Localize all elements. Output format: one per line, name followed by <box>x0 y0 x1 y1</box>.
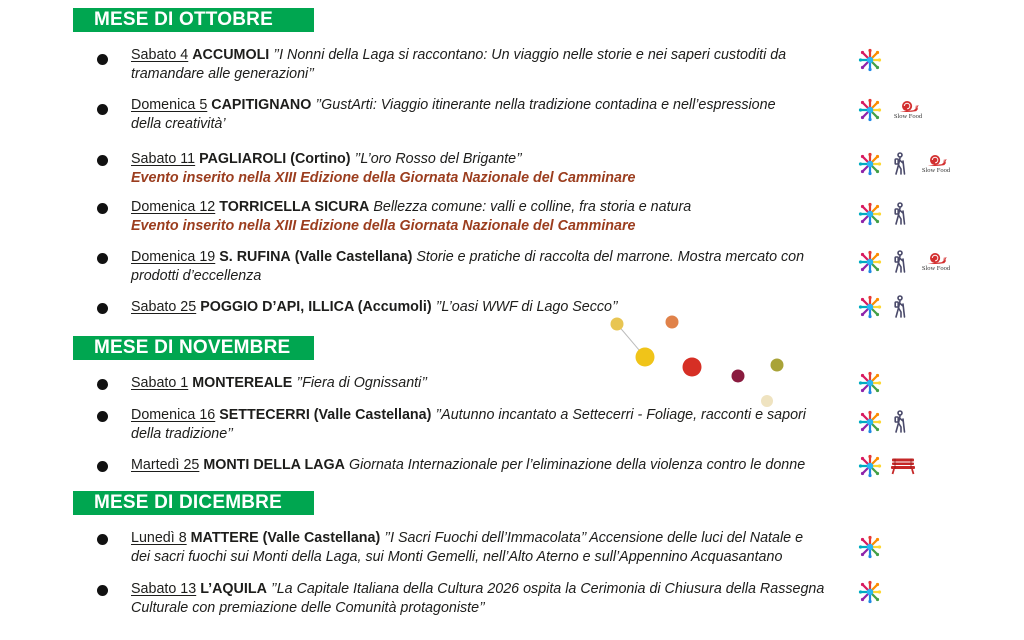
event-description-cont: della creatività’ <box>131 116 226 132</box>
event-icons <box>858 250 962 274</box>
event-text <box>131 580 851 618</box>
event-description: Bellezza comune: valli e colline, fra storia e natura <box>373 199 692 215</box>
event-text <box>131 529 851 567</box>
event-description: ’’La Capitale Italiana della Cultura 2026 ospita la Cerimonia di Chiusura della Rassegna <box>270 581 825 597</box>
event-place: TORRICELLA SICURA <box>219 199 370 215</box>
event-date: Sabato 4 <box>131 47 189 63</box>
community-star-icon <box>858 152 882 176</box>
event-text <box>131 96 851 134</box>
community-star-icon <box>858 454 882 478</box>
event-description-cont: dei sacri fuochi sui Monti della Laga, sui Monti Gemelli, nell’Alto Aterno e sull’Appennino Acquasantano <box>131 549 783 565</box>
hiker-icon <box>890 202 910 226</box>
event-text <box>131 150 851 188</box>
section-header-october: MESE DI OTTOBRE <box>73 8 314 32</box>
slow-food-snail-icon <box>890 100 926 120</box>
event-date: Domenica 5 <box>131 97 208 113</box>
event-place: MONTEREALE <box>192 375 293 391</box>
event-description: ’’Fiera di Ognissanti’’ <box>296 375 428 391</box>
event-date: Domenica 19 <box>131 249 216 265</box>
event-note: Evento inserito nella XIII Edizione della Giornata Nazionale del Camminare <box>131 218 636 234</box>
event-date: Domenica 12 <box>131 199 216 215</box>
event-description-cont: prodotti d’eccellenza <box>131 268 262 284</box>
event-date: Sabato 13 <box>131 581 197 597</box>
event-date: Lunedì 8 <box>131 530 187 546</box>
community-star-icon <box>858 98 882 122</box>
event-description: Storie e pratiche di raccolta del marrone. Mostra mercato con <box>416 249 805 265</box>
community-star-icon <box>858 202 882 226</box>
event-place: POGGIO D’API, ILLICA (Accumoli) <box>200 299 432 315</box>
event-date: Sabato 25 <box>131 299 197 315</box>
event-icons <box>858 295 918 319</box>
event-description: Giornata Internazionale per l’eliminazione della violenza contro le donne <box>348 457 806 473</box>
event-text <box>131 198 851 236</box>
event-date: Sabato 11 <box>131 151 196 167</box>
red-bench-icon <box>890 457 916 475</box>
hiker-icon <box>890 410 910 434</box>
section-header-december: MESE DI DICEMBRE <box>73 491 314 515</box>
bullet <box>97 253 108 264</box>
bullet <box>97 303 108 314</box>
event-place: ACCUMOLI <box>192 47 270 63</box>
event-description-cont: tramandare alle generazioni’’ <box>131 66 315 82</box>
event-place-area: (Valle Castellana) <box>294 249 413 265</box>
event-icons <box>858 454 924 478</box>
event-description: ’’I Nonni della Laga si raccontano: Un viaggio nelle storie e nei saperi custoditi da <box>273 47 787 63</box>
event-date: Domenica 16 <box>131 407 216 423</box>
community-star-icon <box>858 410 882 434</box>
event-place: MATTERE (Valle Castellana) <box>190 530 381 546</box>
event-date: Martedì 25 <box>131 457 200 473</box>
event-description: ’’L’oro Rosso del Brigante’’ <box>354 151 522 167</box>
event-icons <box>858 371 890 395</box>
community-star-icon <box>858 250 882 274</box>
bullet <box>97 203 108 214</box>
event-place: SETTECERRI (Valle Castellana) <box>219 407 432 423</box>
event-text <box>131 248 851 286</box>
bullet <box>97 585 108 596</box>
slow-food-label: Slow Food <box>921 265 951 272</box>
bullet <box>97 155 108 166</box>
event-icons <box>858 580 890 604</box>
bullet <box>97 379 108 390</box>
event-description-cont: Culturale con premiazione delle Comunità protagoniste’’ <box>131 600 485 616</box>
bullet <box>97 54 108 65</box>
community-star-icon <box>858 535 882 559</box>
slow-food-snail-icon <box>918 252 954 272</box>
event-text <box>131 374 851 393</box>
event-icons <box>858 98 934 122</box>
slow-food-label: Slow Food <box>921 167 951 174</box>
event-text <box>131 406 851 444</box>
event-description: ’’L’oasi WWF di Lago Secco’’ <box>435 299 618 315</box>
event-place: L’AQUILA <box>200 581 267 597</box>
event-icons <box>858 48 890 72</box>
hiker-icon <box>890 250 910 274</box>
event-place: PAGLIAROLI (Cortino) <box>199 151 351 167</box>
bullet <box>97 461 108 472</box>
event-text <box>131 46 851 84</box>
hiker-icon <box>890 152 910 176</box>
hiker-icon <box>890 295 910 319</box>
event-place: S. RUFINA <box>219 249 291 265</box>
event-icons <box>858 202 918 226</box>
event-text <box>131 298 851 317</box>
bullet <box>97 534 108 545</box>
event-icons <box>858 152 962 176</box>
event-note: Evento inserito nella XIII Edizione della Giornata Nazionale del Camminare <box>131 170 636 186</box>
event-date: Sabato 1 <box>131 375 189 391</box>
event-text <box>131 456 851 475</box>
bullet <box>97 411 108 422</box>
event-description: ’’I Sacri Fuochi dell’Immacolata’’ Accensione delle luci del Natale e <box>384 530 804 546</box>
section-header-november: MESE DI NOVEMBRE <box>73 336 314 360</box>
bullet <box>97 104 108 115</box>
event-icons <box>858 410 918 434</box>
event-place: MONTI DELLA LAGA <box>203 457 345 473</box>
event-description: ’’Autunno incantato a Settecerri - Foliage, racconti e sapori <box>435 407 806 423</box>
slow-food-snail-icon <box>918 154 954 174</box>
community-star-icon <box>858 580 882 604</box>
community-star-icon <box>858 371 882 395</box>
event-place: CAPITIGNANO <box>211 97 312 113</box>
community-star-icon <box>858 295 882 319</box>
event-icons <box>858 535 890 559</box>
event-description-cont: della tradizione’’ <box>131 426 233 442</box>
slow-food-label: Slow Food <box>893 113 923 120</box>
event-description: ’’GustArti: Viaggio itinerante nella tradizione contadina e nell’espressione <box>315 97 776 113</box>
community-star-icon <box>858 48 882 72</box>
